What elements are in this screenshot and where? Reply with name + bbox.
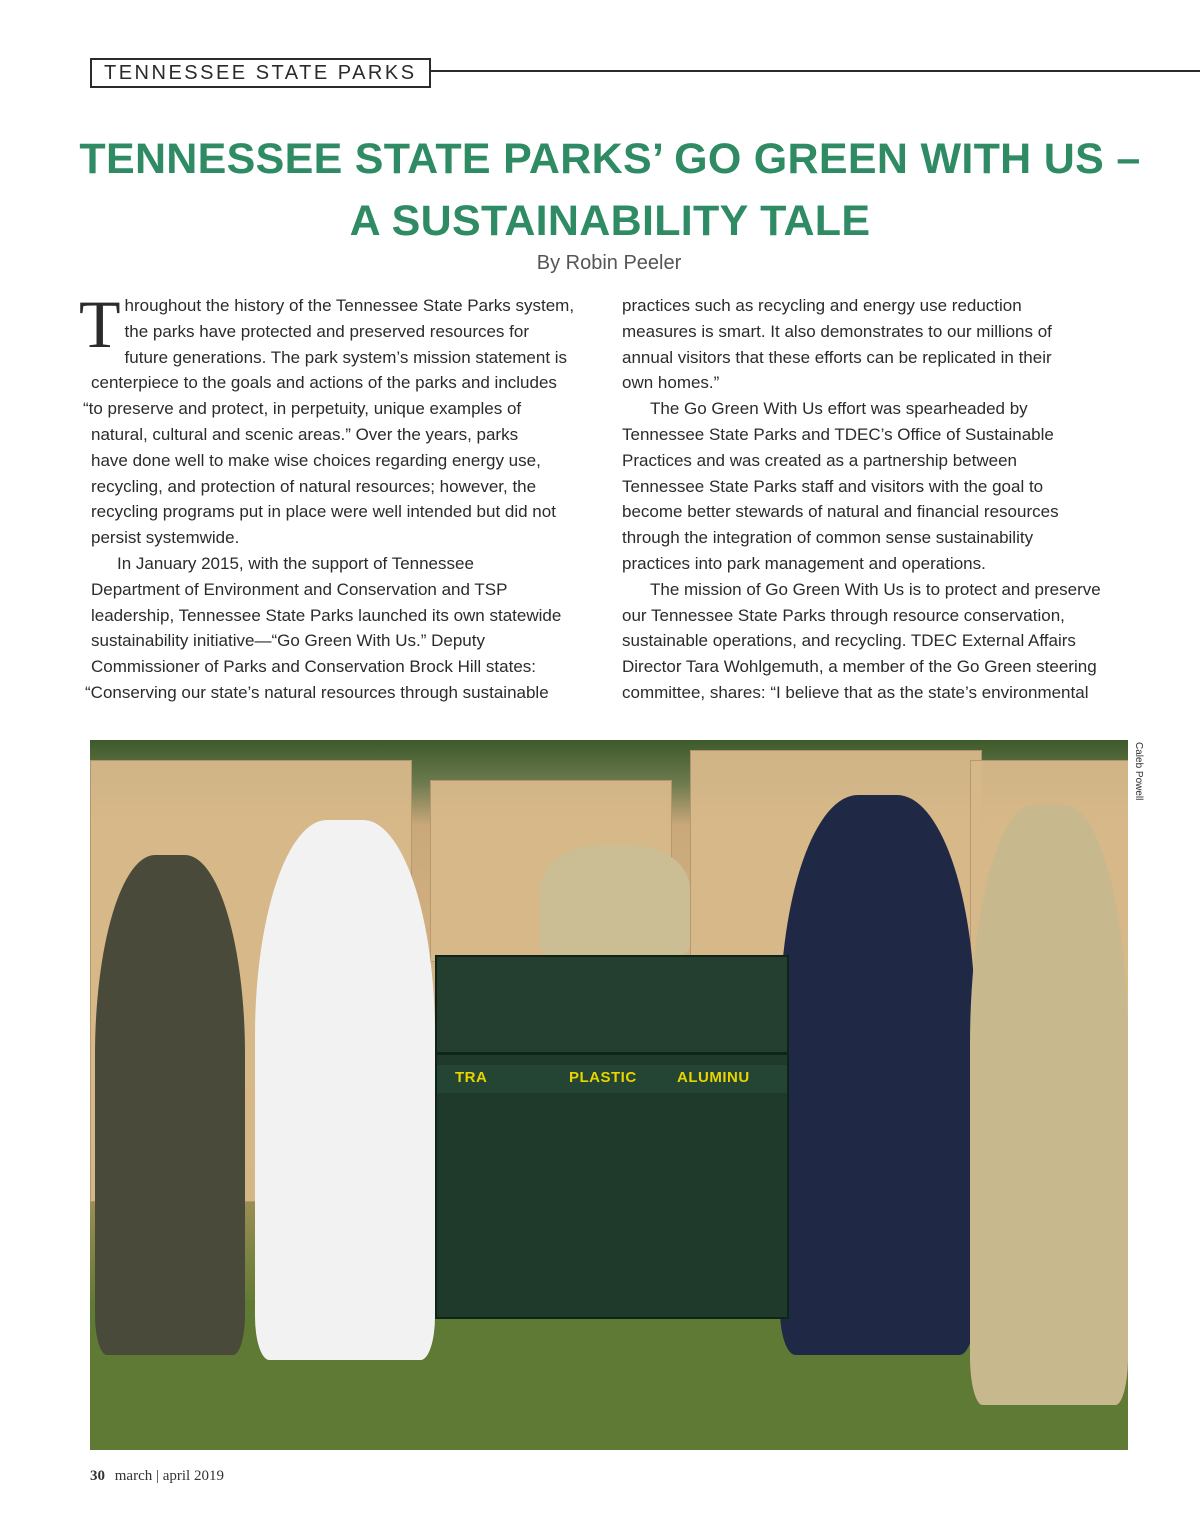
bin-label-aluminum: ALUMINU: [677, 1069, 750, 1086]
headline-line-1: TENNESSEE STATE PARKS’ GO GREEN WITH US –: [79, 135, 1141, 183]
group-photo: [90, 740, 1128, 1450]
section-rule: [418, 70, 1200, 72]
bin-label-plastic: PLASTIC: [569, 1069, 637, 1086]
body-line: hroughout the history of the Tennessee State Parks system,: [124, 296, 575, 315]
body-line: Tennessee State Parks and TDEC’s Office of Sustainable: [622, 424, 1054, 444]
recycling-bin: [435, 955, 789, 1319]
person: [780, 795, 975, 1355]
body-line: leadership, Tennessee State Parks launched its own statewide: [91, 605, 562, 625]
body-line: own homes.”: [622, 373, 720, 393]
article-column-left: [79, 286, 603, 706]
body-line: “to preserve and protect, in perpetuity, unique examples of: [83, 399, 522, 419]
body-line: annual visitors that these efforts can be replicated in their: [622, 347, 1052, 367]
body-line: Department of Environment and Conservation and TSP: [91, 579, 508, 599]
body-line: sustainability initiative—“Go Green With Us.” Deputy: [91, 631, 485, 651]
page-footer: [90, 1468, 224, 1485]
body-line: In January 2015, with the support of Tennessee: [117, 553, 474, 573]
section-tag: TENNESSEE STATE PARKS: [90, 58, 431, 88]
headline: [60, 128, 1160, 252]
body-line: The mission of Go Green With Us is to protect and preserve: [650, 579, 1101, 599]
person: [970, 805, 1128, 1405]
body-line: future generations. The park system’s mission statement is: [124, 347, 568, 367]
drop-cap: T: [79, 286, 121, 362]
person: [95, 855, 245, 1355]
body-line: committee, shares: “I believe that as the state’s environmental: [622, 682, 1089, 702]
body-line: recycling, and protection of natural resources; however, the: [91, 476, 537, 496]
body-line: Practices and was created as a partnership between: [622, 450, 1018, 470]
byline: By Robin Peeler: [536, 252, 682, 274]
body-line: practices into park management and operations.: [622, 553, 986, 573]
body-line: The Go Green With Us effort was spearheaded by: [650, 399, 1028, 419]
body-line: recycling programs put in place were well intended but did not: [91, 502, 556, 522]
body-line: through the integration of common sense sustainability: [622, 528, 1034, 548]
body-line: the parks have protected and preserved resources for: [124, 321, 529, 341]
body-line: Director Tara Wohlgemuth, a member of the Go Green steering: [622, 657, 1097, 677]
body-line: persist systemwide.: [91, 528, 240, 548]
body-line: become better stewards of natural and financial resources: [622, 502, 1059, 522]
issue-date: march | april 2019: [114, 1468, 224, 1484]
article-column-right: [622, 293, 1132, 706]
bin-label-trash: TRA: [455, 1069, 488, 1086]
body-line: Commissioner of Parks and Conservation Brock Hill states:: [91, 657, 536, 677]
body-line: sustainable operations, and recycling. TDEC External Affairs: [622, 631, 1076, 651]
body-line: our Tennessee State Parks through resource conservation,: [622, 605, 1065, 625]
headline-line-2: A SUSTAINABILITY TALE: [349, 197, 871, 245]
person: [540, 845, 690, 955]
person: [255, 820, 435, 1360]
bin-lid: [437, 957, 787, 1055]
photo-credit: Caleb Powell: [1133, 742, 1144, 801]
body-line: Tennessee State Parks staff and visitors with the goal to: [622, 476, 1044, 496]
body-line: natural, cultural and scenic areas.” Over the years, parks: [91, 424, 519, 444]
page-number: 30: [90, 1468, 105, 1484]
body-line: have done well to make wise choices regarding energy use,: [91, 450, 541, 470]
body-line: practices such as recycling and energy use reduction: [622, 296, 1022, 315]
body-line: measures is smart. It also demonstrates to our millions of: [622, 321, 1052, 341]
body-line: “Conserving our state’s natural resources through sustainable: [85, 682, 549, 702]
body-line: centerpiece to the goals and actions of the parks and includes: [91, 373, 557, 393]
